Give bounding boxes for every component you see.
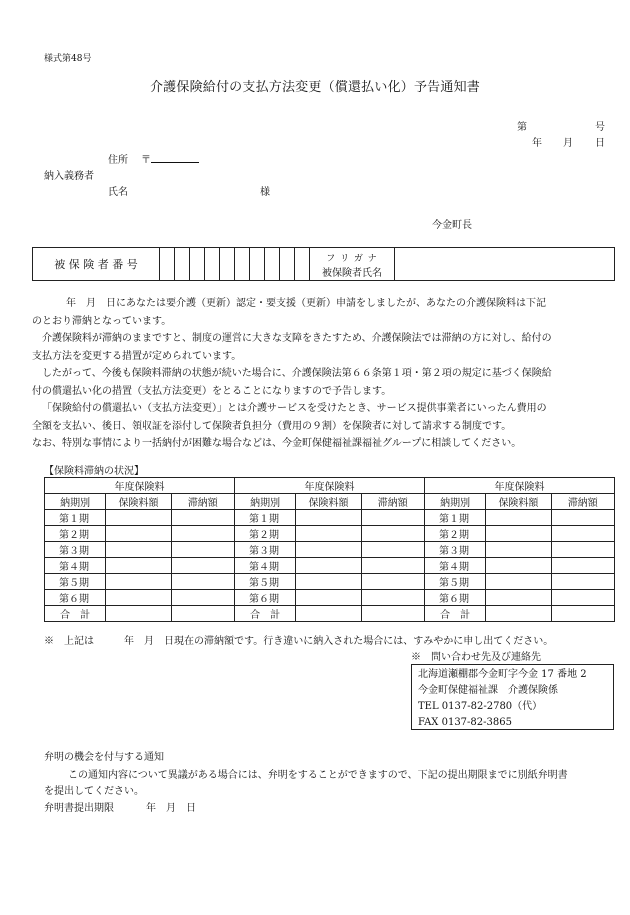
date-year: 年 [532, 138, 542, 149]
arrears-cell [171, 510, 234, 526]
document-title: 介護保険給付の支払方法変更（償還払い化）予告通知書 [149, 80, 480, 95]
total-row [45, 606, 615, 622]
premium-cell [106, 558, 171, 574]
column-header: 滞納額 [551, 494, 614, 510]
premium-cell [486, 510, 551, 526]
column-header: 保険料額 [106, 494, 171, 510]
insured-number-cell [190, 248, 205, 281]
table-row [45, 574, 615, 590]
sama-label: 様 [260, 187, 270, 198]
arrears-cell [171, 574, 234, 590]
arrears-cell [171, 558, 234, 574]
premium-cell [106, 606, 171, 622]
insured-number-cell [160, 248, 175, 281]
insured-number-cell [235, 248, 250, 281]
contact-department: 今金町保健福祉課 介護保険係 [418, 685, 558, 696]
notice-body [32, 295, 607, 453]
premium-cell [106, 510, 171, 526]
year-header: 年度保険料 [45, 478, 235, 494]
period-cell: 第４期 [234, 558, 295, 574]
insured-number-cell [280, 248, 295, 281]
arrears-cell [551, 558, 614, 574]
doc-no-label: 第 [517, 122, 527, 133]
body-line: 「保険給付の償還払い（支払方法変更）」とは介護サービスを受けたとき、サービス提供事業者にいったん費用の [42, 403, 547, 414]
arrears-cell [361, 542, 424, 558]
table-row [45, 558, 615, 574]
total-label: 合 計 [424, 606, 485, 622]
arrears-table [44, 477, 615, 622]
insured-number-cell [250, 248, 265, 281]
contact-address: 北海道瀬棚郡今金町字今金 17 番地 2 [418, 669, 587, 680]
deadline-label: 弁明書提出期限 [44, 803, 114, 814]
period-cell: 第４期 [45, 558, 106, 574]
period-cell: 第６期 [234, 590, 295, 606]
table-row [45, 590, 615, 606]
opportunity-heading: 弁明の機会を付与する通知 [44, 752, 164, 763]
period-cell: 第５期 [234, 574, 295, 590]
period-cell: 第５期 [424, 574, 485, 590]
period-cell: 第２期 [424, 526, 485, 542]
date-month: 月 [563, 138, 573, 149]
premium-cell [296, 542, 361, 558]
body-line: 付の償還払い化の措置（支払方法変更）をとることになりますので予告します。 [32, 385, 392, 397]
insured-number-cell [205, 248, 220, 281]
period-cell: 第５期 [45, 574, 106, 590]
arrears-cell [551, 590, 614, 606]
arrears-cell [361, 510, 424, 526]
insured-name-header [310, 248, 395, 281]
premium-cell [486, 526, 551, 542]
period-cell: 第４期 [424, 558, 485, 574]
total-label: 合 計 [234, 606, 295, 622]
body-line: なお、特別な事情により一括納付が困難な場合などは、今金町保健福祉課福祉グループに相談してください。 [32, 438, 522, 449]
arrears-cell [361, 574, 424, 590]
issuer: 今金町長 [432, 220, 472, 231]
insured-number-cell [265, 248, 280, 281]
premium-cell [486, 542, 551, 558]
premium-cell [106, 590, 171, 606]
body-line: 年 月 日にあなたは要介護（更新）認定・要支援（更新）申請をしましたが、あなたの介護保険料は下記 [66, 298, 546, 309]
column-header: 納期別 [234, 494, 295, 510]
arrears-cell [551, 510, 614, 526]
arrears-cell [171, 606, 234, 622]
premium-cell [106, 526, 171, 542]
premium-cell [296, 590, 361, 606]
column-header: 滞納額 [171, 494, 234, 510]
status-heading: 【保険料滞納の状況】 [44, 466, 144, 477]
premium-cell [296, 558, 361, 574]
column-header: 納期別 [45, 494, 106, 510]
premium-cell [296, 574, 361, 590]
insured-number-cell [220, 248, 235, 281]
opportunity-line: を提出してください。 [44, 786, 144, 797]
arrears-cell [551, 526, 614, 542]
arrears-cell [171, 590, 234, 606]
form-number: 様式第48号 [44, 54, 92, 64]
year-header: 年度保険料 [234, 478, 424, 494]
arrears-cell [361, 558, 424, 574]
premium-cell [106, 542, 171, 558]
body-line: のとおり滞納となっています。 [32, 315, 172, 327]
arrears-cell [171, 526, 234, 542]
obligor-label: 納入義務者 [44, 171, 94, 182]
body-line: したがって、今後も保険料滞納の状態が続いた場合に、介護保険法第６６条第１項・第２項の規定に基づく保険給 [42, 368, 552, 379]
column-header: 保険料額 [296, 494, 361, 510]
insured-info-table [32, 247, 615, 281]
period-cell: 第１期 [424, 510, 485, 526]
date-day: 日 [595, 138, 605, 149]
arrears-cell [361, 526, 424, 542]
period-cell: 第１期 [234, 510, 295, 526]
furigana-label: フ リ ガ ナ [326, 253, 378, 264]
doc-no-suffix: 号 [595, 122, 605, 133]
period-cell: 第３期 [424, 542, 485, 558]
column-header-row [45, 494, 615, 510]
body-line: 支払方法を変更する措置が定められています。 [32, 350, 242, 362]
column-header: 納期別 [424, 494, 485, 510]
arrears-cell [171, 542, 234, 558]
arrears-cell [551, 542, 614, 558]
year-header: 年度保険料 [424, 478, 614, 494]
period-cell: 第１期 [45, 510, 106, 526]
arrears-cell [361, 606, 424, 622]
column-header: 滞納額 [361, 494, 424, 510]
contact-box [411, 664, 614, 730]
period-cell: 第３期 [45, 542, 106, 558]
year-header-row [45, 478, 615, 494]
arrears-cell [551, 574, 614, 590]
premium-cell [106, 574, 171, 590]
table-row [45, 510, 615, 526]
period-cell: 第６期 [45, 590, 106, 606]
period-cell: 第３期 [234, 542, 295, 558]
period-cell: 第６期 [424, 590, 485, 606]
insured-number-cell [175, 248, 190, 281]
premium-cell [296, 510, 361, 526]
insured-name-cell [395, 248, 615, 281]
postal-line [141, 151, 199, 166]
premium-cell [296, 526, 361, 542]
arrears-cell [361, 590, 424, 606]
body-line: 全額を支払い、後日、領収証を添付して保険者負担分（費用の９割）を保険者に対して請求する制度です。 [32, 420, 512, 432]
opportunity-line: この通知内容について異議がある場合には、弁明をすることができますので、下記の提出期限までに別紙弁明書 [68, 770, 568, 781]
premium-cell [486, 558, 551, 574]
insured-name-label: 被保険者氏名 [322, 267, 382, 279]
table-row [45, 542, 615, 558]
postal-code-blank [151, 153, 199, 163]
address-label: 住所 [108, 155, 128, 166]
insured-number-cell [295, 248, 310, 281]
table-row [45, 526, 615, 542]
premium-cell [296, 606, 361, 622]
postal-mark: 〒 [141, 155, 151, 166]
period-cell: 第２期 [45, 526, 106, 542]
name-label: 氏名 [108, 187, 128, 198]
deadline-date: 年 月 日 [146, 803, 196, 814]
arrears-note: ※ 上記は 年 月 日現在の滞納額です。行き違いに納入された場合には、すみやかに申し出てください。 [44, 636, 554, 647]
column-header: 保険料額 [486, 494, 551, 510]
contact-tel: TEL 0137-82-2780（代） [418, 701, 543, 712]
body-line: 介護保険料が滞納のままですと、制度の運営に大きな支障をきたすため、介護保険法では滞納の方に対し、給付の [42, 333, 552, 344]
premium-cell [486, 606, 551, 622]
premium-cell [486, 590, 551, 606]
arrears-cell [551, 606, 614, 622]
period-cell: 第２期 [234, 526, 295, 542]
total-label: 合 計 [45, 606, 106, 622]
contact-heading: ※ 問い合わせ先及び連絡先 [411, 652, 541, 663]
contact-fax: FAX 0137-82-3865 [418, 717, 512, 728]
insured-number-label: 被 保 険 者 番 号 [33, 248, 160, 281]
premium-cell [486, 574, 551, 590]
